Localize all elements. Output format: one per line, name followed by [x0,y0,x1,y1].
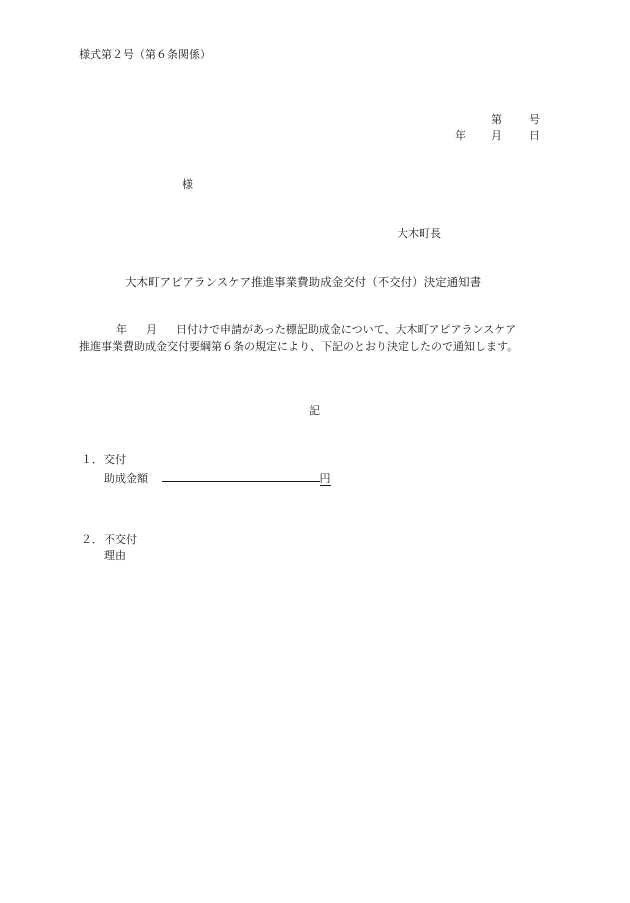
doc-number-dai: 第 [491,113,502,126]
amount-label: 助成金額 [104,472,148,485]
amount-field[interactable] [162,469,320,482]
ki-heading: 記 [309,404,320,417]
section2-heading: 不交付 [104,533,137,546]
section2-number: ２． [81,533,103,546]
date-year: 年 [455,129,466,142]
body-line1: 日付けで申請があった標記助成金について、大木町アピアランスケア [176,323,517,336]
issuer-name: 大木町長 [397,227,441,240]
reason-label: 理由 [104,549,126,562]
section1-heading: 交付 [104,453,126,466]
body-line2: 推進事業費助成金交付要綱第６条の規定により、下記のとおり決定したので通知します。 [79,340,519,353]
amount-row [104,469,331,486]
form-number: 様式第２号（第６条関係） [79,48,211,61]
body-month: 月 [146,323,157,336]
date-day: 日 [529,129,540,142]
doc-number-go: 号 [529,113,540,126]
date-month: 月 [491,129,502,142]
addressee-suffix: 様 [182,178,193,191]
body-year: 年 [116,323,127,336]
yen-unit: 円 [319,472,331,485]
document-title: 大木町アピアランスケア推進事業費助成金交付（不交付）決定通知書 [125,275,482,289]
section1-number: １． [81,453,103,466]
